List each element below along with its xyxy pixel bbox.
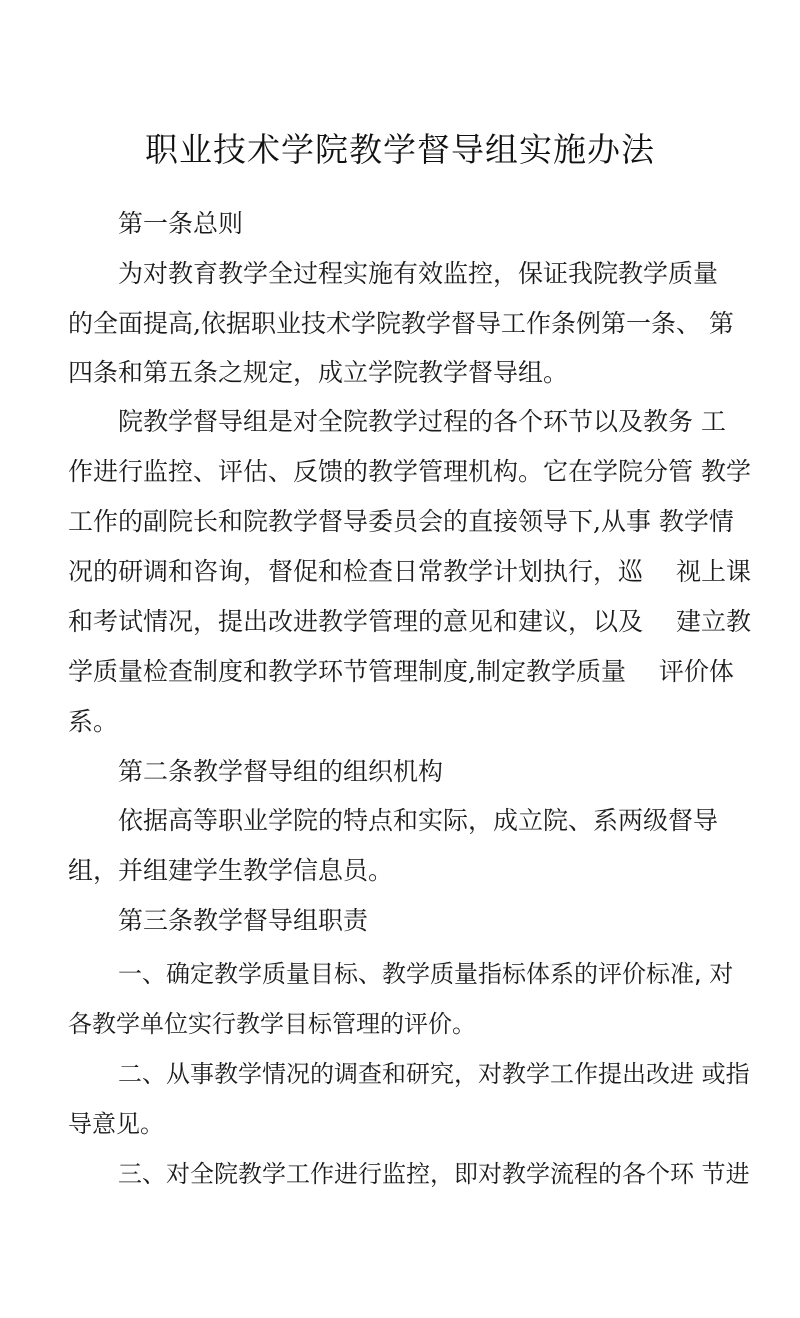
duty-1-line: 一、确定教学质量目标、教学质量指标体系的评价标准, 对 (118, 960, 734, 988)
paragraph-line: 依据高等职业学院的特点和实际，成立院、系两级督导 (118, 806, 719, 835)
duty-1-line: 各教学单位实行教学目标管理的评价。 (68, 1010, 476, 1038)
paragraph-line: 学质量检查制度和教学环节管理制度,制定教学质量 评价体 (68, 657, 734, 686)
paragraph-line: 组，并组建学生教学信息员。 (68, 856, 394, 885)
paragraph-line: 和考试情况，提出改进教学管理的意见和建议，以及 建立教 (68, 607, 751, 636)
article-3-heading: 第三条教学督导组职责 (118, 906, 369, 935)
duty-2-line: 导意见。 (68, 1110, 164, 1138)
paragraph-line: 的全面提高,依据职业技术学院教学督导工作条例第一条、 第 (68, 309, 734, 338)
paragraph-line: 工作的副院长和院教学督导委员会的直接领导下,从事 教学情 (68, 507, 734, 536)
paragraph-line: 为对教育教学全过程实施有效监控，保证我院教学质量 (118, 259, 719, 288)
paragraph-line: 系。 (68, 707, 119, 736)
paragraph-line: 作进行监控、评估、反馈的教学管理机构。它在学院分管 教学 (68, 457, 751, 486)
paragraph-line: 院教学督导组是对全院教学过程的各个环节以及教务 工 (118, 407, 726, 436)
document-title: 职业技术学院教学督导组实施办法 (145, 130, 655, 169)
duty-2-line: 二、从事教学情况的调查和研究，对教学工作提出改进 或指 (118, 1060, 750, 1088)
article-1-heading: 第一条总则 (118, 209, 244, 238)
paragraph-line: 况的研调和咨询，督促和检查日常教学计划执行，巡 视上课 (68, 557, 751, 586)
paragraph-line: 四条和第五条之规定，成立学院教学督导组。 (68, 358, 569, 387)
article-2-heading: 第二条教学督导组的组织机构 (118, 757, 444, 786)
duty-3-line: 三、对全院教学工作进行监控，即对教学流程的各个环 节进 (118, 1160, 750, 1188)
